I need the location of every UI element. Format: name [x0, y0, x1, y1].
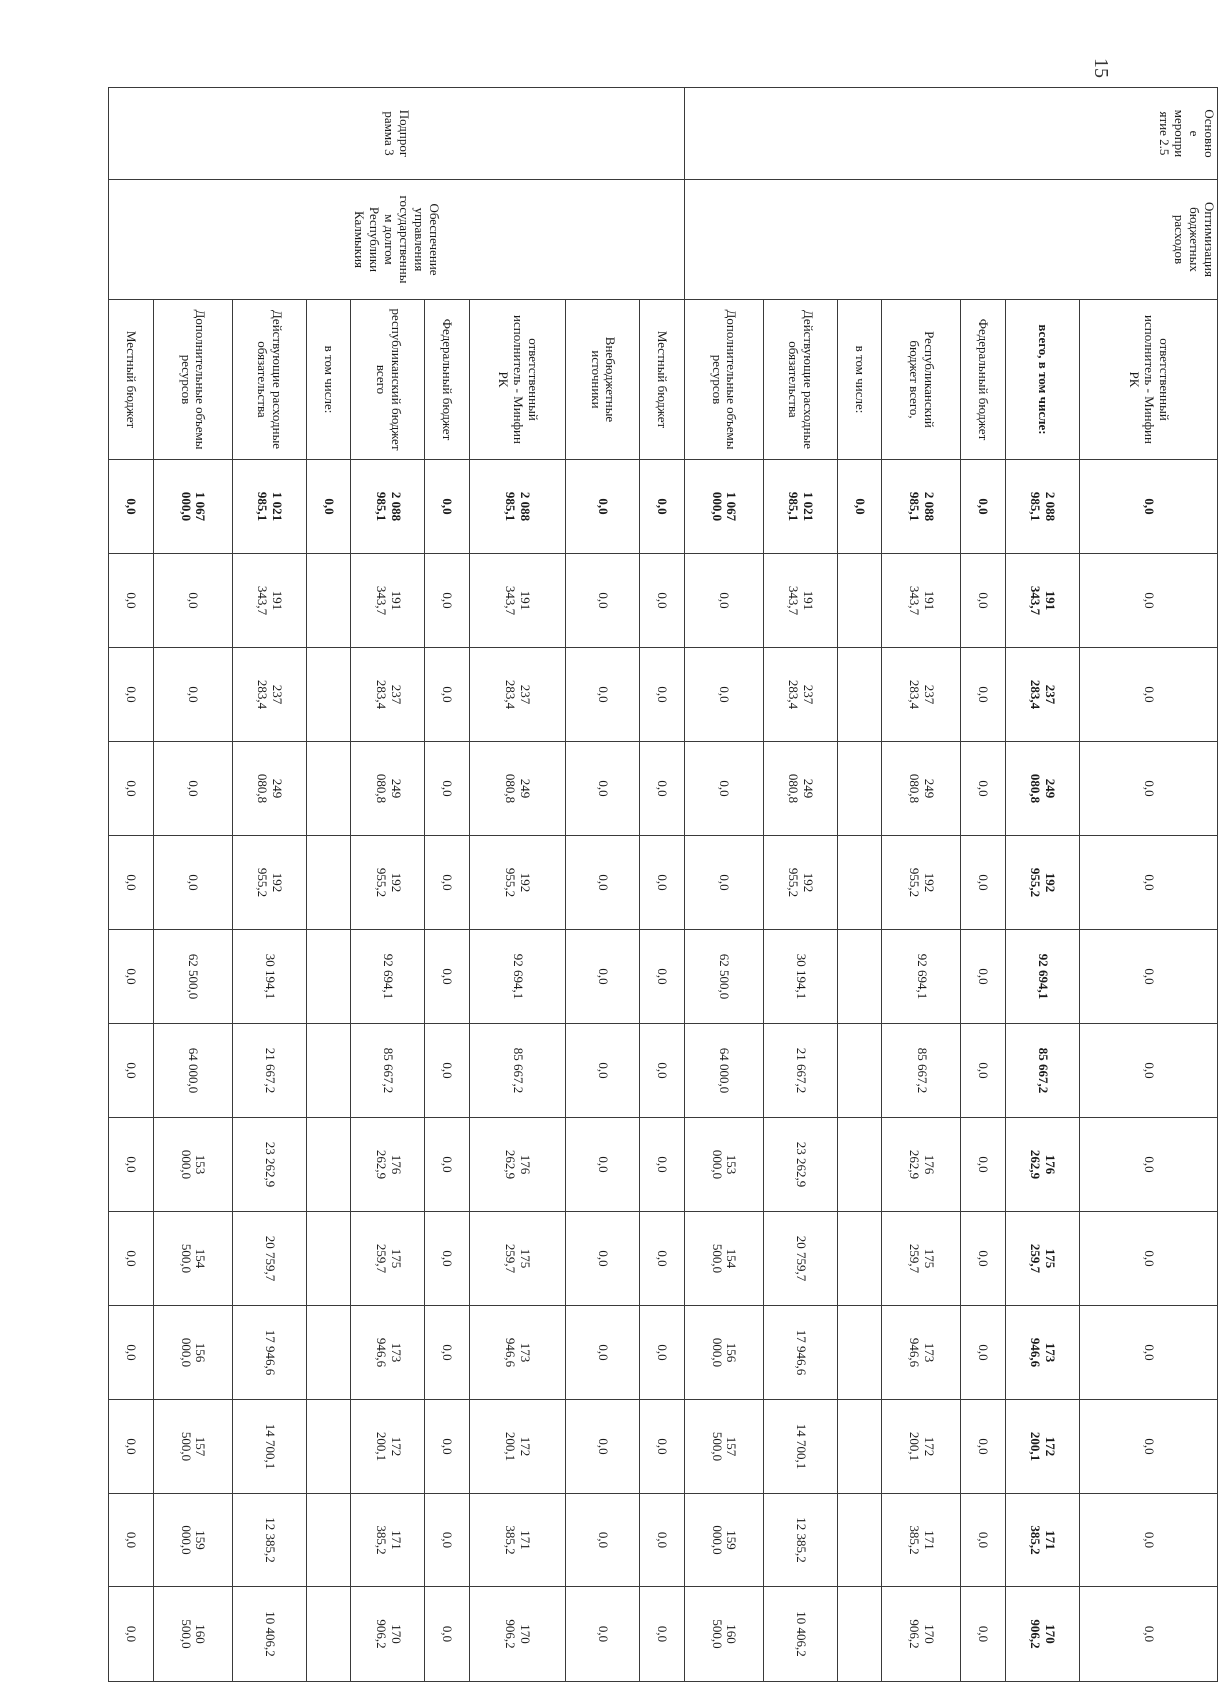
value-cell: 0,0	[1079, 1024, 1217, 1118]
value-cell: 64 000,0	[153, 1024, 232, 1118]
value-cell: 0,0	[425, 1024, 469, 1118]
value-cell: 0,0	[565, 1587, 639, 1682]
value-cell: 0,0	[425, 742, 469, 836]
value-cell: 176 262,9	[351, 1118, 425, 1212]
value-cell: 176 262,9	[882, 1118, 961, 1212]
value-cell: 0,0	[961, 1306, 1005, 1400]
value-cell	[837, 1400, 881, 1494]
value-cell: 249 080,8	[232, 742, 306, 836]
value-cell	[306, 1118, 350, 1212]
value-cell: 0,0	[425, 930, 469, 1024]
value-cell: 0,0	[640, 1024, 684, 1118]
value-cell: 249 080,8	[882, 742, 961, 836]
value-cell: 0,0	[425, 554, 469, 648]
value-cell: 191 343,7	[351, 554, 425, 648]
value-cell: 191 343,7	[469, 554, 565, 648]
value-cell: 0,0	[565, 1494, 639, 1587]
value-cell: 0,0	[961, 1118, 1005, 1212]
value-cell: 10 406,2	[763, 1587, 837, 1682]
value-cell: 192 955,2	[763, 836, 837, 930]
program-name-cell: Обеспечение управления государственны м долгом Республики Калмыкия	[109, 180, 685, 300]
value-cell: 62 500,0	[153, 930, 232, 1024]
table-row	[763, 88, 837, 1682]
table-row	[684, 88, 763, 1682]
funding-source-label: Республиканский бюджет всего,	[882, 300, 961, 460]
value-cell	[837, 1494, 881, 1587]
value-cell: 0,0	[425, 460, 469, 554]
value-cell: 2 088 985,1	[1005, 460, 1079, 554]
value-cell: 173 946,6	[1005, 1306, 1079, 1400]
value-cell	[306, 1587, 350, 1682]
value-cell: 0,0	[640, 1587, 684, 1682]
funding-source-label: республиканский бюджет всего	[351, 300, 425, 460]
value-cell: 17 946,6	[763, 1306, 837, 1400]
value-cell: 23 262,9	[763, 1118, 837, 1212]
value-cell: 0,0	[961, 1400, 1005, 1494]
value-cell: 1 021 985,1	[763, 460, 837, 554]
table-row	[837, 88, 881, 1682]
funding-source-label: в том числе:	[837, 300, 881, 460]
value-cell: 14 700,1	[763, 1400, 837, 1494]
value-cell: 172 200,1	[882, 1400, 961, 1494]
value-cell: 0,0	[684, 554, 763, 648]
value-cell: 172 200,1	[1005, 1400, 1079, 1494]
table-row	[306, 88, 350, 1682]
table-row	[640, 88, 684, 1682]
value-cell: 20 759,7	[763, 1212, 837, 1306]
value-cell: 156 000,0	[684, 1306, 763, 1400]
value-cell: 0,0	[425, 1212, 469, 1306]
value-cell	[306, 1306, 350, 1400]
value-cell	[306, 742, 350, 836]
funding-source-label: ответственный исполнитель - Минфин РК	[469, 300, 565, 460]
value-cell: 0,0	[109, 930, 154, 1024]
value-cell: 0,0	[1079, 1212, 1217, 1306]
value-cell: 0,0	[640, 742, 684, 836]
funding-source-label: Дополнительные объемы ресурсов	[684, 300, 763, 460]
value-cell: 0,0	[153, 742, 232, 836]
value-cell: 0,0	[109, 1587, 154, 1682]
value-cell	[837, 836, 881, 930]
value-cell: 249 080,8	[351, 742, 425, 836]
value-cell: 173 946,6	[351, 1306, 425, 1400]
funding-source-label: всего, в том числе:	[1005, 300, 1079, 460]
value-cell: 171 385,2	[351, 1494, 425, 1587]
funding-source-label: Федеральный бюджет	[425, 300, 469, 460]
value-cell: 157 500,0	[684, 1400, 763, 1494]
value-cell: 1 021 985,1	[232, 460, 306, 554]
value-cell: 0,0	[109, 1494, 154, 1587]
table-row	[565, 88, 639, 1682]
value-cell: 175 259,7	[469, 1212, 565, 1306]
funding-source-label: Действующие расходные обязательства	[763, 300, 837, 460]
value-cell: 30 194,1	[763, 930, 837, 1024]
table-row	[1079, 88, 1217, 1682]
value-cell: 0,0	[565, 1400, 639, 1494]
value-cell	[306, 554, 350, 648]
value-cell: 176 262,9	[1005, 1118, 1079, 1212]
value-cell: 0,0	[1079, 1306, 1217, 1400]
value-cell: 153 000,0	[153, 1118, 232, 1212]
budget-table	[108, 87, 1218, 1682]
value-cell: 0,0	[425, 1118, 469, 1212]
value-cell: 0,0	[153, 648, 232, 742]
value-cell: 154 500,0	[684, 1212, 763, 1306]
value-cell: 0,0	[1079, 742, 1217, 836]
value-cell: 0,0	[961, 1212, 1005, 1306]
value-cell: 0,0	[1079, 460, 1217, 554]
value-cell: 191 343,7	[1005, 554, 1079, 648]
value-cell: 159 000,0	[153, 1494, 232, 1587]
value-cell: 176 262,9	[469, 1118, 565, 1212]
value-cell: 2 088 985,1	[351, 460, 425, 554]
value-cell: 0,0	[565, 1306, 639, 1400]
value-cell: 0,0	[565, 742, 639, 836]
value-cell: 175 259,7	[351, 1212, 425, 1306]
value-cell: 1 067 000,0	[684, 460, 763, 554]
value-cell: 171 385,2	[469, 1494, 565, 1587]
value-cell: 0,0	[961, 1024, 1005, 1118]
funding-source-label: Федеральный бюджет	[961, 300, 1005, 460]
value-cell: 0,0	[640, 930, 684, 1024]
value-cell: 21 667,2	[232, 1024, 306, 1118]
value-cell: 0,0	[1079, 554, 1217, 648]
value-cell: 159 000,0	[684, 1494, 763, 1587]
value-cell: 0,0	[565, 930, 639, 1024]
value-cell: 0,0	[109, 1024, 154, 1118]
value-cell: 160 500,0	[153, 1587, 232, 1682]
value-cell: 21 667,2	[763, 1024, 837, 1118]
value-cell: 0,0	[565, 1212, 639, 1306]
funding-source-label: Действующие расходные обязательства	[232, 300, 306, 460]
value-cell	[306, 1400, 350, 1494]
value-cell: 0,0	[425, 648, 469, 742]
value-cell: 0,0	[961, 554, 1005, 648]
value-cell: 0,0	[109, 1400, 154, 1494]
value-cell: 0,0	[837, 460, 881, 554]
value-cell: 85 667,2	[1005, 1024, 1079, 1118]
value-cell: 170 906,2	[882, 1587, 961, 1682]
funding-source-label: Внебюджетные источники	[565, 300, 639, 460]
value-cell: 0,0	[1079, 1494, 1217, 1587]
value-cell: 156 000,0	[153, 1306, 232, 1400]
value-cell: 20 759,7	[232, 1212, 306, 1306]
value-cell: 0,0	[1079, 930, 1217, 1024]
funding-source-label: ответственный исполнитель - Минфин РК	[1079, 300, 1217, 460]
value-cell: 0,0	[109, 460, 154, 554]
value-cell: 23 262,9	[232, 1118, 306, 1212]
value-cell: 172 200,1	[469, 1400, 565, 1494]
value-cell	[837, 1587, 881, 1682]
value-cell: 237 283,4	[351, 648, 425, 742]
value-cell: 192 955,2	[882, 836, 961, 930]
value-cell: 30 194,1	[232, 930, 306, 1024]
value-cell: 0,0	[640, 1400, 684, 1494]
funding-source-label: Местный бюджет	[640, 300, 684, 460]
value-cell: 92 694,1	[882, 930, 961, 1024]
value-cell: 171 385,2	[1005, 1494, 1079, 1587]
value-cell: 153 000,0	[684, 1118, 763, 1212]
value-cell: 170 906,2	[1005, 1587, 1079, 1682]
value-cell	[837, 1024, 881, 1118]
value-cell: 0,0	[961, 1494, 1005, 1587]
value-cell	[837, 742, 881, 836]
value-cell: 0,0	[1079, 1587, 1217, 1682]
value-cell: 191 343,7	[882, 554, 961, 648]
value-cell: 0,0	[684, 836, 763, 930]
page-number: 15	[1090, 58, 1112, 78]
table-row	[232, 88, 306, 1682]
value-cell: 64 000,0	[684, 1024, 763, 1118]
value-cell: 0,0	[425, 836, 469, 930]
value-cell: 0,0	[684, 742, 763, 836]
value-cell: 2 088 985,1	[469, 460, 565, 554]
value-cell: 0,0	[109, 742, 154, 836]
value-cell: 0,0	[109, 648, 154, 742]
value-cell: 0,0	[961, 836, 1005, 930]
value-cell: 85 667,2	[882, 1024, 961, 1118]
value-cell: 0,0	[1079, 648, 1217, 742]
value-cell: 0,0	[961, 648, 1005, 742]
value-cell: 14 700,1	[232, 1400, 306, 1494]
value-cell	[837, 554, 881, 648]
value-cell: 0,0	[425, 1306, 469, 1400]
table-row	[351, 88, 425, 1682]
table-body	[109, 88, 1218, 1682]
funding-source-label: Местный бюджет	[109, 300, 154, 460]
value-cell: 0,0	[565, 460, 639, 554]
value-cell: 0,0	[109, 554, 154, 648]
value-cell: 10 406,2	[232, 1587, 306, 1682]
value-cell: 173 946,6	[469, 1306, 565, 1400]
value-cell: 237 283,4	[232, 648, 306, 742]
program-name-cell: Оптимизация бюджетных расходов	[684, 180, 1217, 300]
value-cell: 0,0	[153, 554, 232, 648]
table-row	[1005, 88, 1079, 1682]
value-cell: 0,0	[961, 1587, 1005, 1682]
rotated-table-container	[108, 87, 1218, 1682]
value-cell: 0,0	[425, 1587, 469, 1682]
value-cell: 192 955,2	[469, 836, 565, 930]
value-cell: 175 259,7	[882, 1212, 961, 1306]
value-cell: 0,0	[640, 554, 684, 648]
value-cell: 192 955,2	[232, 836, 306, 930]
value-cell: 12 385,2	[763, 1494, 837, 1587]
value-cell: 0,0	[565, 648, 639, 742]
value-cell: 170 906,2	[469, 1587, 565, 1682]
table-row	[153, 88, 232, 1682]
table-row	[882, 88, 961, 1682]
value-cell: 0,0	[565, 836, 639, 930]
value-cell: 0,0	[425, 1494, 469, 1587]
value-cell: 237 283,4	[882, 648, 961, 742]
value-cell	[837, 648, 881, 742]
value-cell: 2 088 985,1	[882, 460, 961, 554]
value-cell: 171 385,2	[882, 1494, 961, 1587]
value-cell: 160 500,0	[684, 1587, 763, 1682]
program-code-cell: Подпрог рамма 3	[109, 88, 685, 180]
value-cell: 85 667,2	[351, 1024, 425, 1118]
value-cell: 0,0	[1079, 1118, 1217, 1212]
table-row	[109, 88, 154, 1682]
value-cell	[306, 648, 350, 742]
value-cell: 249 080,8	[1005, 742, 1079, 836]
value-cell: 0,0	[961, 460, 1005, 554]
value-cell: 92 694,1	[1005, 930, 1079, 1024]
value-cell: 0,0	[1079, 1400, 1217, 1494]
value-cell	[306, 1494, 350, 1587]
value-cell: 0,0	[640, 1212, 684, 1306]
value-cell	[306, 1024, 350, 1118]
value-cell: 0,0	[961, 930, 1005, 1024]
value-cell: 0,0	[109, 1212, 154, 1306]
funding-source-label: Дополнительные объемы ресурсов	[153, 300, 232, 460]
value-cell: 0,0	[306, 460, 350, 554]
value-cell: 0,0	[961, 742, 1005, 836]
program-code-cell: Основно е меропри ятие 2.5	[684, 88, 1217, 180]
value-cell: 0,0	[684, 648, 763, 742]
value-cell	[837, 930, 881, 1024]
value-cell: 0,0	[109, 1306, 154, 1400]
value-cell: 237 283,4	[469, 648, 565, 742]
value-cell: 157 500,0	[153, 1400, 232, 1494]
value-cell: 0,0	[425, 1400, 469, 1494]
value-cell: 237 283,4	[1005, 648, 1079, 742]
value-cell: 0,0	[640, 836, 684, 930]
value-cell: 249 080,8	[469, 742, 565, 836]
value-cell	[837, 1306, 881, 1400]
value-cell: 0,0	[640, 1118, 684, 1212]
value-cell	[837, 1212, 881, 1306]
value-cell	[306, 930, 350, 1024]
value-cell: 192 955,2	[1005, 836, 1079, 930]
funding-source-label: в том числе:	[306, 300, 350, 460]
value-cell: 0,0	[565, 554, 639, 648]
value-cell: 62 500,0	[684, 930, 763, 1024]
value-cell: 92 694,1	[351, 930, 425, 1024]
value-cell: 170 906,2	[351, 1587, 425, 1682]
value-cell: 0,0	[640, 460, 684, 554]
value-cell: 0,0	[640, 648, 684, 742]
value-cell: 237 283,4	[763, 648, 837, 742]
value-cell	[306, 1212, 350, 1306]
value-cell: 12 385,2	[232, 1494, 306, 1587]
value-cell: 17 946,6	[232, 1306, 306, 1400]
value-cell: 191 343,7	[232, 554, 306, 648]
value-cell: 1 067 000,0	[153, 460, 232, 554]
table-row	[469, 88, 565, 1682]
table-row	[961, 88, 1005, 1682]
value-cell: 192 955,2	[351, 836, 425, 930]
value-cell: 0,0	[109, 1118, 154, 1212]
value-cell: 0,0	[640, 1306, 684, 1400]
value-cell	[306, 836, 350, 930]
value-cell: 154 500,0	[153, 1212, 232, 1306]
value-cell: 0,0	[109, 836, 154, 930]
value-cell: 249 080,8	[763, 742, 837, 836]
value-cell: 0,0	[153, 836, 232, 930]
value-cell: 85 667,2	[469, 1024, 565, 1118]
value-cell: 173 946,6	[882, 1306, 961, 1400]
value-cell: 175 259,7	[1005, 1212, 1079, 1306]
value-cell	[837, 1118, 881, 1212]
value-cell: 191 343,7	[763, 554, 837, 648]
value-cell: 92 694,1	[469, 930, 565, 1024]
value-cell: 0,0	[565, 1024, 639, 1118]
value-cell: 0,0	[565, 1118, 639, 1212]
value-cell: 0,0	[1079, 836, 1217, 930]
table-row	[425, 88, 469, 1682]
value-cell: 172 200,1	[351, 1400, 425, 1494]
value-cell: 0,0	[640, 1494, 684, 1587]
